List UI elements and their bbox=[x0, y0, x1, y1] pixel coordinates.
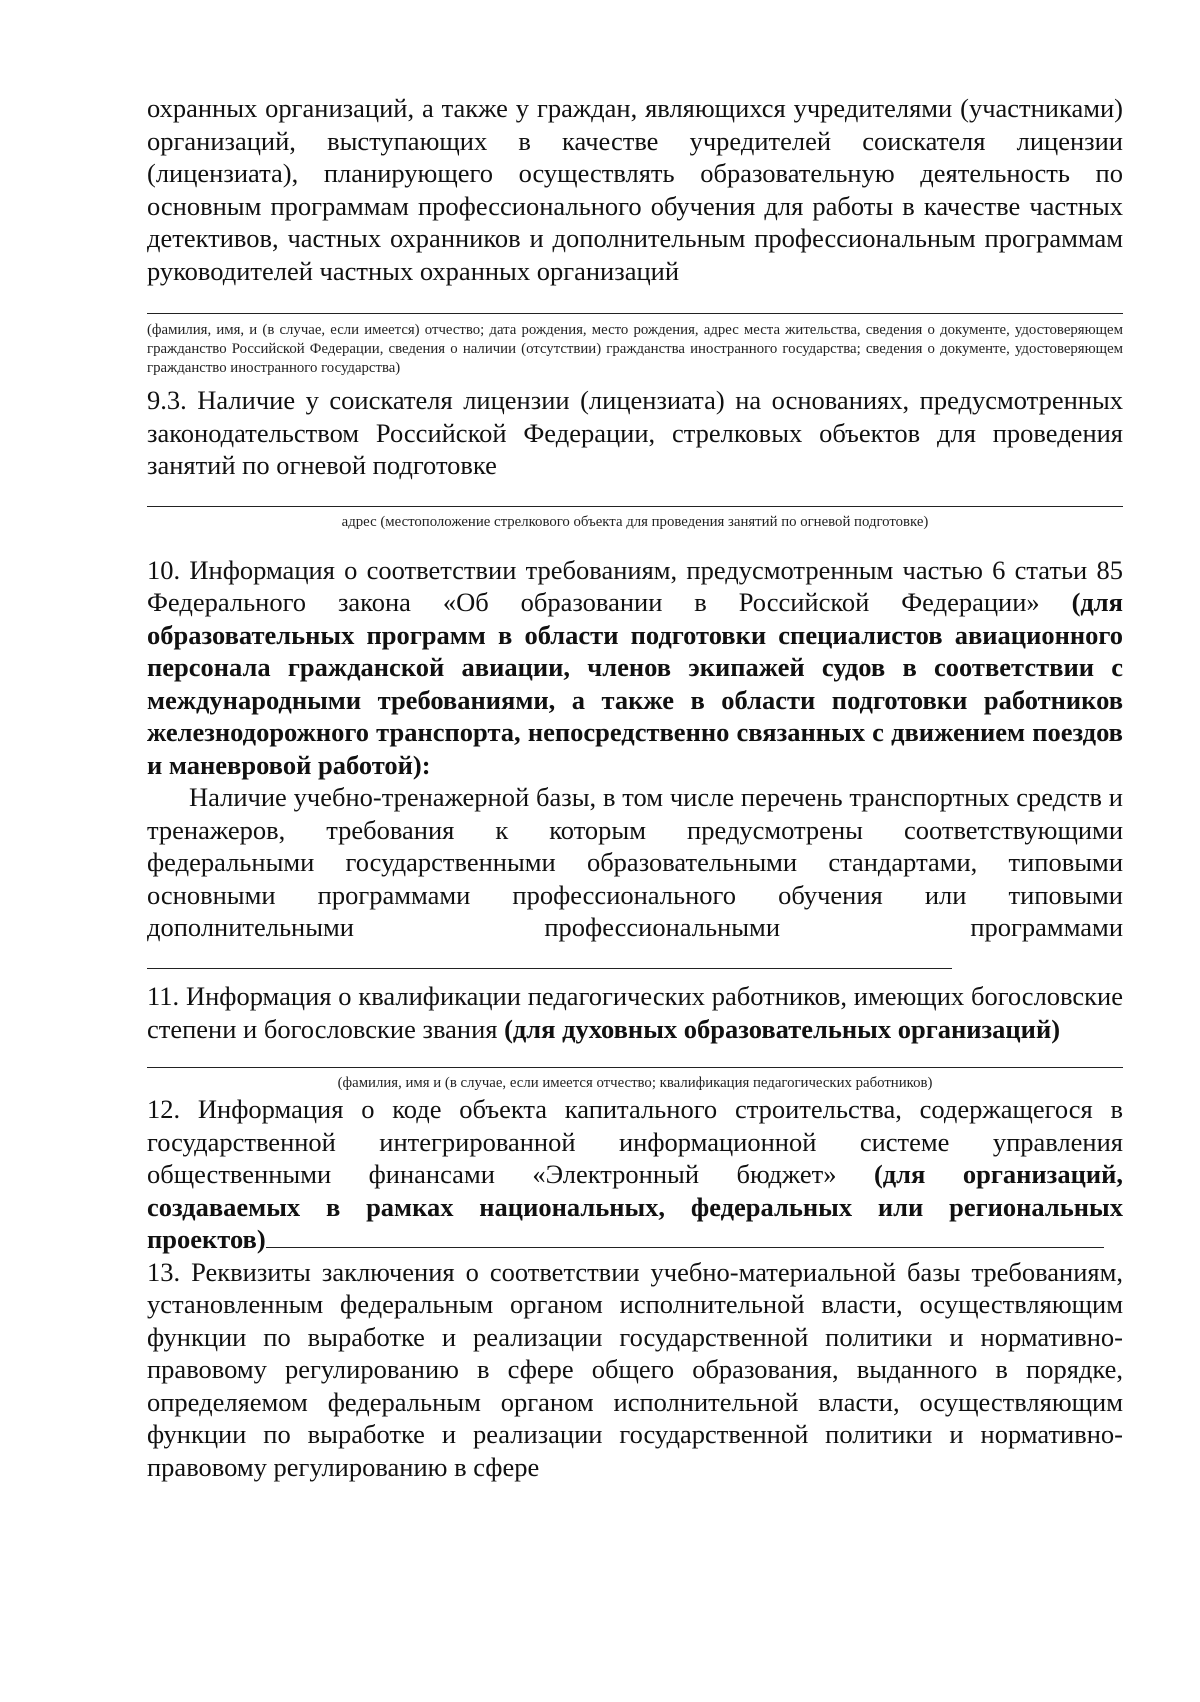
item-10-sub-text: Наличие учебно-тренажерной базы, в том числе перечень транспортных средств и тренажеров, требования к которым предусмотрены соответствующими федеральными государственными образовательными стандартами, типовыми основными программами профессионального обучения или типовыми дополнительными профессиональными программами bbox=[147, 782, 1123, 942]
caption-teachers-qualification: (фамилия, имя и (в случае, если имеется отчество; квалификация педагогических работников) bbox=[337, 1075, 933, 1091]
fill-line-object-code bbox=[266, 1225, 1104, 1248]
caption-shooting-range-address: адрес (местоположение стрелкового объекта для проведения занятий по огневой подготовке) bbox=[341, 513, 929, 530]
paragraph-item-11 bbox=[147, 980, 1123, 1045]
paragraph-item-10-training-base bbox=[147, 781, 1123, 976]
paragraph-item-10 bbox=[147, 554, 1123, 782]
paragraph-item-12 bbox=[147, 1093, 1123, 1256]
item-10-bold-note: (для образовательных программ в области подготовки специалистов авиационного персонала гражданской авиации, членов экипажей судов в соответствии с международными требованиями, а также в области подготовки работников железнодорожного транспорта, непосредственно связанных с движением поездов и маневровой работой): bbox=[147, 587, 1124, 780]
document-page bbox=[147, 92, 1123, 1483]
item-12-bold-note: (для организаций, создаваемых в рамках национальных, федеральных или региональных проектов) bbox=[147, 1159, 1123, 1254]
item-12-text: 12. Информация о коде объекта капитального строительства, содержащегося в государственной интегрированной информационной системе управления общественными финансами «Электронный бюджет» bbox=[147, 1094, 1123, 1189]
paragraph-item-13: 13. Реквизиты заключения о соответствии учебно-материальной базы требованиям, установленным федеральным органом исполнительной власти, осуществляющим функции по выработке и реализации государственной политики и нормативно-правовому регулированию в сфере общего образования, выданного в порядке, определяемом федеральным органом исполнительной власти, осуществляющим функции по выработке и реализации государственной политики и нормативно-правовому регулированию в сфере bbox=[147, 1256, 1123, 1482]
item-10-text: 10. Информация о соответствии требованиям, предусмотренным частью 6 статьи 85 Федерального закона «Об образовании в Российской Федерации» bbox=[147, 554, 1123, 617]
paragraph-founders-private-security: охранных организаций, а также у граждан, являющихся учредителями (участниками) организаций, выступающих в качестве учредителей соискателя лицензии (лицензиата), планирующего осуществлять образовательную деятельность по основным программам профессионального обучения для работы в качестве частных детективов, частных охранников и дополнительным профессиональным программам руководителей частных охранных организаций bbox=[147, 93, 1123, 286]
item-11-text: 11. Информация о квалификации педагогических работников, имеющих богословские степени и богословские звания bbox=[147, 981, 1123, 1044]
caption-personal-data: (фамилия, имя, и (в случае, если имеется) отчество; дата рождения, место рождения, адрес места жительства, сведения о документе, удостоверяющем гражданство Российской Федерации, сведения о наличии (отсутствии) гражданства иностранного государства; сведения о документе, удостоверяющем гражданство иностранного государства) bbox=[147, 322, 1123, 376]
paragraph-item-9-3: 9.3. Наличие у соискателя лицензии (лицензиата) на основаниях, предусмотренных законодательством Российской Федерации, стрелковых объектов для проведения занятий по огневой подготовке bbox=[147, 385, 1123, 480]
item-11-bold-note: (для духовных образовательных организаций) bbox=[504, 1013, 1061, 1044]
fill-line-training-base bbox=[147, 946, 952, 969]
